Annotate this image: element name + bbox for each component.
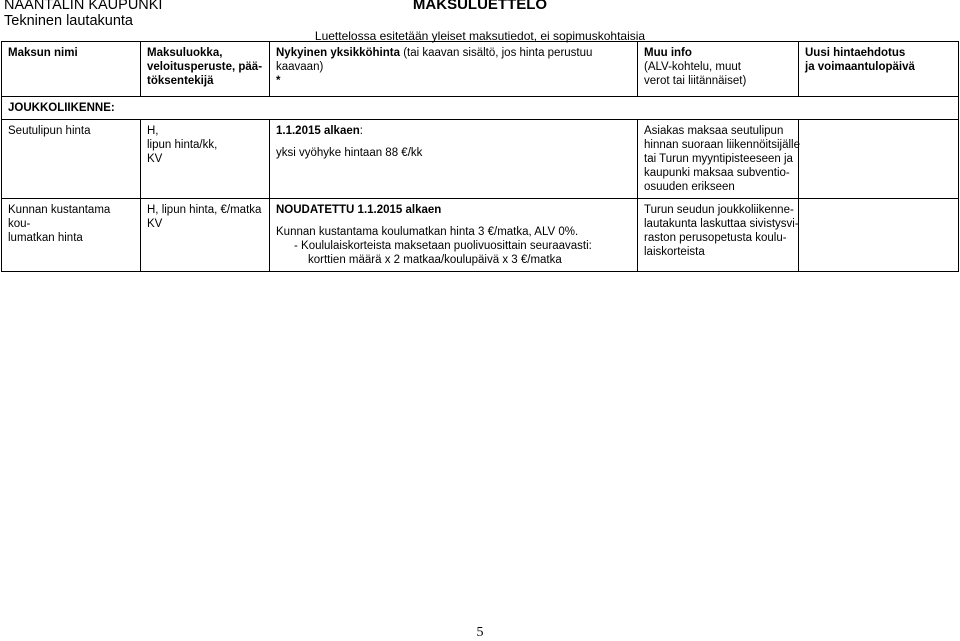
new-price-cell — [799, 120, 959, 199]
other-info-cell: Turun seudun joukkoliikenne- lautakunta laskuttaa sivistysvi- raston perusopetusta koulu- laiskorteista — [638, 199, 799, 272]
new-price-cell — [799, 199, 959, 272]
document-title: MAKSULUETTELO — [412, 0, 548, 13]
col-header-fee-name: Maksun nimi — [2, 42, 141, 97]
table-row — [2, 120, 959, 199]
organization-name: NAANTALIN KAUPUNKI — [4, 0, 163, 13]
fee-class-cell: H, lipun hinta, €/matka KV — [141, 199, 270, 272]
fee-name-cell: Kunnan kustantama kou- lumatkan hinta — [2, 199, 141, 272]
other-info-cell: Asiakas maksaa seutulipun hinnan suoraan liikennöitsijälle tai Turun myyntipisteeseen ja kaupunki maksaa subventio- osuuden erikseen — [638, 120, 799, 199]
page-number: 5 — [476, 625, 484, 640]
section-title: JOUKKOLIIKENNE: — [2, 97, 959, 120]
document-subtitle: Luettelossa esitetään yleiset maksutiedot, ei sopimuskohtaisia — [314, 29, 646, 43]
col-header-current-price: Nykyinen yksikköhinta (tai kaavan sisältö, jos hinta perustuu kaavaan) * — [270, 42, 638, 97]
current-price-cell: 1.1.2015 alkaen: yksi vyöhyke hintaan 88 €/kk — [270, 120, 638, 199]
col-header-fee-class: Maksuluokka, veloitusperuste, pää- töksentekijä — [141, 42, 270, 97]
current-price-cell: NOUDATETTU 1.1.2015 alkaen Kunnan kustantama koulumatkan hinta 3 €/matka, ALV 0%. - Koululaiskorteista maksetaan puolivuosittain seuraavasti: korttien määrä x 2 matkaa/koulupäivä x 3 €/matka — [270, 199, 638, 272]
table-row — [2, 199, 959, 272]
board-name: Tekninen lautakunta — [4, 13, 133, 29]
table-header-row — [2, 42, 959, 97]
col-header-other-info: Muu info (ALV-kohtelu, muut verot tai liitännäiset) — [638, 42, 799, 97]
fee-class-cell: H, lipun hinta/kk, KV — [141, 120, 270, 199]
fee-name-cell: Seutulipun hinta — [2, 120, 141, 199]
col-header-new-price: Uusi hintaehdotus ja voimaantulopäivä — [799, 42, 959, 97]
fee-table — [1, 41, 959, 272]
section-row — [2, 97, 959, 120]
